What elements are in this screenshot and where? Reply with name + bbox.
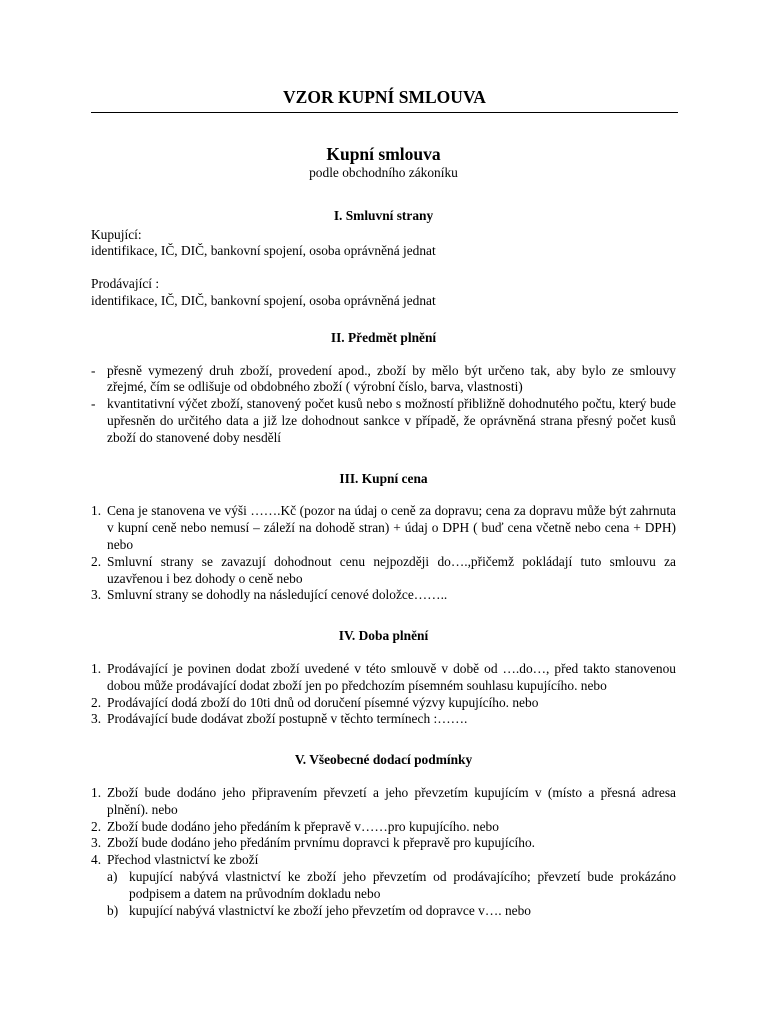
list-number: 2. xyxy=(91,818,102,834)
list-number: 4. xyxy=(91,852,102,868)
sublist-item-text: kupující nabývá vlastnictví ke zboží jeho převzetím od prodávajícího; převzetí bude prokázáno podpisem a datem na průvodním dokladu nebo xyxy=(129,868,676,901)
sublist-item-text: kupující nabývá vlastnictví ke zboží jeho převzetím od dopravce v…. nebo xyxy=(129,902,531,918)
list-letter: a) xyxy=(107,868,118,884)
subject-list xyxy=(91,363,676,447)
section-heading-delivery-conditions: V. Všeobecné dodací podmínky xyxy=(294,752,473,768)
seller-block xyxy=(91,276,676,310)
list-number: 1. xyxy=(91,503,102,519)
list-letter: b) xyxy=(107,902,119,918)
list-item-text: Smluvní strany se zavazují dohodnout cenu nejpozději do….,přičemž pokládají tuto smlouvu za uzavřenou i bez dohody o ceně nebo xyxy=(107,553,676,586)
list-item xyxy=(91,363,676,397)
sublist-item xyxy=(91,869,676,903)
list-item-text: Zboží bude dodáno jeho předáním k přepravě v……pro kupujícího. nebo xyxy=(107,818,499,834)
list-item-text: Zboží bude dodáno jeho připravením převzetí a jeho převzetím kupujícím v (místo a přesná adresa plnění). nebo xyxy=(107,784,676,817)
delivery-conditions-list xyxy=(91,785,676,869)
buyer-block xyxy=(91,227,676,261)
document-title: VZOR KUPNÍ SMLOUVA xyxy=(91,86,678,113)
list-number: 1. xyxy=(91,660,102,676)
list-item xyxy=(91,711,676,728)
document-page xyxy=(91,86,676,919)
seller-label: Prodávající : xyxy=(91,276,160,292)
list-item xyxy=(91,396,676,446)
delivery-time-list xyxy=(91,661,676,728)
seller-details: identifikace, IČ, DIČ, bankovní spojení, osoba oprávněná jednat xyxy=(91,292,436,308)
price-list xyxy=(91,503,676,604)
list-item xyxy=(91,835,676,852)
dash-marker: - xyxy=(91,396,96,412)
list-item xyxy=(91,785,676,819)
sublist-item xyxy=(91,903,676,920)
section-heading-parties: I. Smluvní strany xyxy=(333,207,434,223)
contract-title: Kupní smlouva xyxy=(326,144,441,164)
dash-marker: - xyxy=(91,362,96,378)
section-heading-subject: II. Předmět plnění xyxy=(330,329,437,345)
list-item-text: Smluvní strany se dohodly na následující cenové doložce…….. xyxy=(107,587,448,603)
list-item-text: Přechod vlastnictví ke zboží xyxy=(107,852,259,868)
buyer-label: Kupující: xyxy=(91,226,142,242)
list-item-text: Prodávající dodá zboží do 10ti dnů od doručení písemné výzvy kupujícího. nebo xyxy=(107,694,539,710)
list-item-text: kvantitativní výčet zboží, stanovený počet kusů nebo s možností přibližně dohodnutého počtu, který bude upřesněn do určitého data a již lze dohodnout sankce v případě, že oprávněná strana přesný počet kusů zboží do stanovené doby nesdělí xyxy=(107,396,676,445)
buyer-details: identifikace, IČ, DIČ, bankovní spojení, osoba oprávněná jednat xyxy=(91,243,436,259)
list-item xyxy=(91,587,676,604)
list-item-text: Prodávající bude dodávat zboží postupně v těchto termínech :……. xyxy=(107,711,468,727)
list-item-text: Cena je stanovena ve výši …….Kč (pozor na údaj o ceně za dopravu; cena za dopravu může být zahrnuta v kupní ceně nebo nemusí – záleží na dohodě stran) + údaj o DPH ( buď cena včetně nebo cena + DPH) nebo xyxy=(107,503,676,552)
list-number: 1. xyxy=(91,784,102,800)
section-heading-price: III. Kupní cena xyxy=(339,470,428,486)
list-item xyxy=(91,695,676,712)
list-number: 2. xyxy=(91,553,102,569)
list-number: 3. xyxy=(91,711,102,727)
list-item xyxy=(91,661,676,695)
ownership-sublist xyxy=(91,869,676,919)
contract-subtitle: podle obchodního zákoníku xyxy=(309,165,458,180)
list-item-text: Zboží bude dodáno jeho předáním prvnímu dopravci k přepravě pro kupujícího. xyxy=(107,835,536,851)
list-item-text: Prodávající je povinen dodat zboží uvedené v této smlouvě v době od ….do…, před takto stanovenou dobou může prodávající dodat zboží jen po předchozím písemném souhlasu kupujícího. nebo xyxy=(107,660,676,693)
list-item xyxy=(91,852,676,869)
list-item xyxy=(91,503,676,553)
section-heading-delivery-time: IV. Doba plnění xyxy=(338,628,429,644)
list-item xyxy=(91,554,676,588)
list-item-text: přesně vymezený druh zboží, provedení apod., zboží by mělo být určeno tak, aby bylo ze smlouvy zřejmé, čím se odlišuje od obdobného zboží ( výrobní číslo, barva, vlastnosti) xyxy=(107,362,676,395)
list-item xyxy=(91,819,676,836)
list-number: 3. xyxy=(91,587,102,603)
list-number: 2. xyxy=(91,694,102,710)
list-number: 3. xyxy=(91,835,102,851)
